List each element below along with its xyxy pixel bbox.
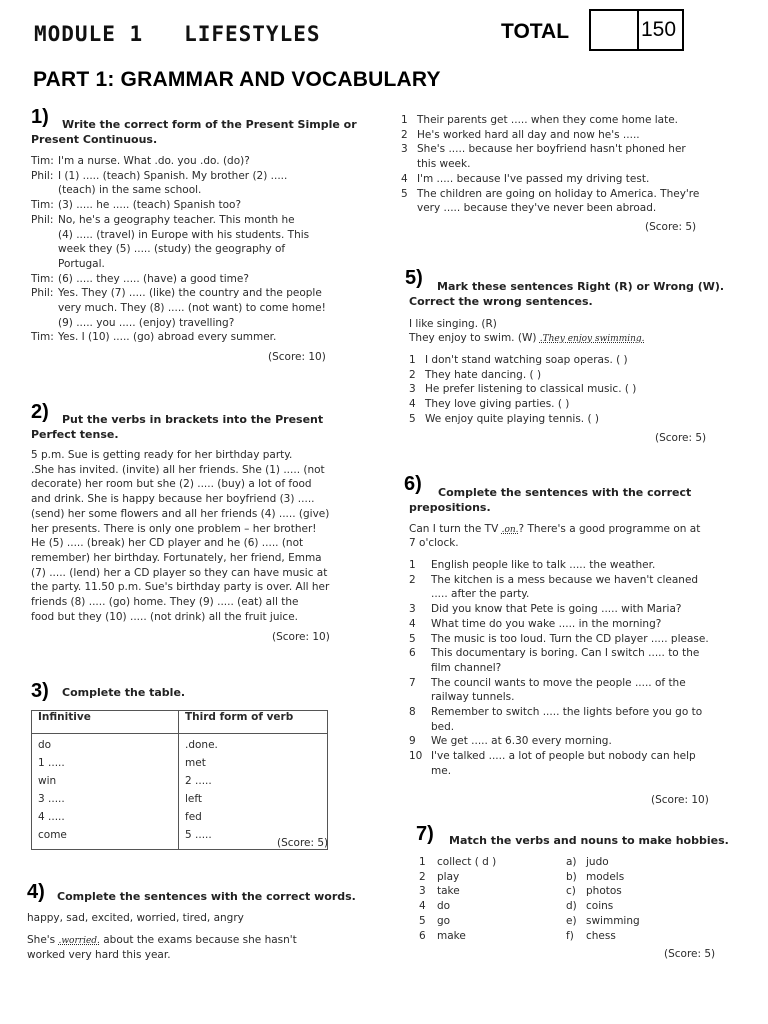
paragraph-line: (7) ..... (lend) her a CD player so they can have music at: [31, 566, 328, 579]
paragraph-line: He (5) ..... (break) her CD player and he (6) ..... (not: [31, 537, 304, 550]
item-number: 4: [409, 617, 416, 630]
section-4-word-list: happy, sad, excited, worried, tired, angry: [27, 912, 244, 924]
item-number: c): [566, 885, 576, 898]
infinitive-cell: do: [32, 734, 179, 757]
section-4-instruction: Complete the sentences with the correct words.: [57, 890, 356, 903]
paragraph-line: food but they (10) ..... (not drink) all the fruit juice.: [31, 610, 298, 623]
table-row: [32, 734, 328, 757]
verb-table: [31, 710, 328, 850]
item-number: 2: [409, 573, 416, 586]
item-number: 2: [409, 368, 416, 381]
item-number: 8: [409, 706, 416, 718]
list-item: this week.: [417, 158, 471, 171]
third-form-cell: left: [179, 792, 328, 810]
list-item: We get ..... at 6.30 every morning.: [431, 735, 612, 748]
dialogue-line: (6) ..... they ..... (have) a good time?: [58, 272, 249, 285]
list-item: Their parents get ..... when they come home late.: [417, 114, 679, 126]
section-2-score: (Score: 10): [272, 631, 330, 643]
third-form-cell: met: [179, 756, 328, 774]
list-item: What time do you wake ..... in the morning?: [431, 617, 662, 630]
total-label: TOTAL: [501, 20, 570, 43]
list-item: She's ..... because her boyfriend hasn't phoned her: [417, 143, 686, 156]
list-item: photos: [586, 885, 622, 898]
dialogue-line: Yes. I (10) ..... (go) abroad every summer.: [58, 331, 277, 344]
list-item: coins: [586, 900, 614, 913]
third-form-cell: fed: [179, 810, 328, 828]
list-item: They love giving parties. ( ): [425, 398, 570, 411]
section-2-instruction: Put the verbs in brackets into the Present: [62, 413, 324, 426]
list-item: swimming: [586, 914, 640, 927]
speaker: Tim:: [31, 155, 54, 167]
section-7-number: 7): [416, 823, 434, 845]
paragraph-line: friends (8) ..... (go) home. They (9) ..... (eat) all the: [31, 596, 299, 608]
speaker: Tim:: [31, 272, 54, 285]
item-number: 5: [409, 412, 416, 425]
list-item: The music is too loud. Turn the CD player ..... please.: [431, 632, 709, 645]
list-item: ..... after the party.: [431, 588, 530, 601]
handwritten-answer: .They enjoy swimming.: [539, 334, 645, 344]
item-number: f): [566, 929, 574, 942]
section-7-nouns: [566, 855, 706, 945]
list-item: judo: [586, 856, 609, 868]
third-form-cell: .done.: [179, 734, 328, 757]
section-7-instruction: Match the verbs and nouns to make hobbies.: [449, 834, 729, 847]
section-1-instruction-2: Present Continuous.: [31, 133, 158, 146]
item-number: 1: [401, 114, 408, 126]
table-row: [32, 756, 328, 774]
item-number: 7: [409, 676, 416, 689]
item-number: b): [566, 870, 577, 883]
section-3-instruction: Complete the table.: [62, 686, 186, 699]
speaker: Tim:: [31, 331, 54, 344]
list-item: English people like to talk ..... the weather.: [431, 559, 656, 571]
total-score: 150: [635, 9, 684, 51]
list-item: play: [437, 870, 460, 883]
infinitive-cell: 4 .....: [32, 810, 179, 828]
section-5-score: (Score: 5): [655, 432, 707, 444]
section-1-dialogue: [31, 154, 351, 354]
infinitive-cell: 1 .....: [32, 756, 179, 774]
dialogue-line: very much. They (8) ..... (not want) to come home!: [58, 302, 326, 314]
dialogue-line: I (1) ..... (teach) Spanish. My brother (2) .....: [58, 169, 288, 182]
list-item: railway tunnels.: [431, 691, 515, 704]
item-number: 3: [409, 383, 416, 396]
section-4-example: She's .worried. about the exams because she hasn't: [27, 934, 297, 946]
item-number: 5: [401, 187, 408, 200]
part-title: PART 1: GRAMMAR AND VOCABULARY: [33, 68, 441, 91]
paragraph-line: remember) her birthday. Fortunately, her friend, Emma: [31, 551, 322, 564]
section-2-number: 2): [31, 401, 49, 423]
item-number: 5: [409, 632, 416, 645]
section-5-number: 5): [405, 267, 423, 289]
handwritten-answer: .worried.: [58, 936, 100, 946]
paragraph-line: her presents. There is only one problem – her brother!: [31, 522, 317, 535]
third-form-cell: 2 .....: [179, 774, 328, 792]
section-6-instruction: Complete the sentences with the correct: [438, 486, 692, 499]
list-item: They hate dancing. ( ): [425, 368, 542, 381]
section-1-score: (Score: 10): [268, 351, 326, 363]
dialogue-line: (4) ..... (travel) in Europe with his students. This: [58, 228, 310, 241]
dialogue-line: week they (5) ..... (study) the geography of: [58, 243, 286, 256]
item-number: d): [566, 900, 577, 913]
list-item: Remember to switch ..... the lights before you go to: [431, 706, 703, 718]
speaker: Phil:: [31, 287, 54, 300]
list-item: I don't stand watching soap operas. ( ): [425, 354, 628, 366]
section-6-example: Can I turn the TV .on.? There's a good programme on at: [409, 523, 701, 535]
infinitive-cell: win: [32, 774, 179, 792]
item-number: 6: [409, 647, 416, 660]
item-number: 4: [409, 398, 416, 411]
list-item: I've talked ..... a lot of people but nobody can help: [431, 750, 696, 763]
paragraph-line: 5 p.m. Sue is getting ready for her birthday party.: [31, 449, 293, 461]
dialogue-line: No, he's a geography teacher. This month he: [58, 213, 295, 226]
item-number: 5: [419, 914, 426, 927]
total-empty-box: [589, 9, 639, 51]
dialogue-line: Yes. They (7) ..... (like) the country and the people: [58, 287, 322, 300]
section-1-instruction: Write the correct form of the Present Simple or: [62, 118, 357, 131]
list-item: take: [437, 885, 460, 898]
section-6-items: [409, 558, 729, 788]
section-1-number: 1): [31, 106, 49, 128]
list-item: collect ( d ): [437, 856, 497, 868]
module-title: MODULE 1 LIFESTYLES: [34, 22, 321, 46]
paragraph-line: (send) her some flowers and all her friends (4) ..... (give): [31, 507, 330, 520]
list-item: film channel?: [431, 661, 502, 674]
table-row: [32, 792, 328, 810]
section-5-example: I like singing. (R): [409, 318, 497, 330]
item-number: 4: [401, 172, 408, 185]
list-item: chess: [586, 929, 616, 942]
infinitive-cell: 3 .....: [32, 792, 179, 810]
list-item: models: [586, 870, 625, 883]
list-item: Did you know that Pete is going ..... with Maria?: [431, 603, 682, 616]
section-3-score: (Score: 5): [277, 837, 329, 849]
section-4-number: 4): [27, 881, 45, 903]
item-number: 9: [409, 735, 416, 748]
section-3-number: 3): [31, 680, 49, 702]
col-infinitive: Infinitive: [32, 711, 179, 734]
dialogue-line: I'm a nurse. What .do. you .do. (do)?: [58, 155, 250, 167]
section-2-instruction-2: Perfect tense.: [31, 428, 119, 441]
section-4-score: (Score: 5): [645, 221, 697, 233]
item-number: 1: [409, 559, 416, 571]
item-number: 2: [419, 870, 426, 883]
dialogue-line: (9) ..... you ..... (enjoy) travelling?: [58, 316, 235, 329]
section-6-score: (Score: 10): [651, 794, 709, 806]
section-6-instruction-2: prepositions.: [409, 501, 491, 514]
item-number: 2: [401, 128, 408, 141]
handwritten-answer: .on.: [501, 525, 519, 535]
list-item: He prefer listening to classical music. ( ): [425, 383, 637, 396]
speaker: Tim:: [31, 199, 54, 212]
section-4-example-2: worked very hard this year.: [27, 949, 171, 961]
list-item: This documentary is boring. Can I switch ..... to the: [431, 647, 700, 660]
list-item: very ..... because they've never been abroad.: [417, 202, 657, 215]
section-5-instruction-2: Correct the wrong sentences.: [409, 295, 593, 308]
section-7-score: (Score: 5): [664, 948, 716, 960]
paragraph-line: the party. 11.50 p.m. Sue's birthday party is over. All her: [31, 581, 330, 594]
section-4-items: [401, 113, 721, 223]
item-number: 3: [419, 885, 426, 898]
table-row: [32, 774, 328, 792]
item-number: 1: [409, 354, 416, 366]
item-number: 1: [419, 856, 426, 868]
dialogue-line: (3) ..... he ..... (teach) Spanish too?: [58, 199, 242, 212]
item-number: a): [566, 856, 577, 868]
item-number: e): [566, 914, 577, 927]
list-item: bed.: [431, 720, 455, 733]
section-5-items: [409, 353, 729, 433]
dialogue-line: Portugal.: [58, 257, 105, 270]
list-item: me.: [431, 764, 452, 777]
list-item: The kitchen is a mess because we haven't cleaned: [431, 573, 699, 586]
item-number: 4: [419, 900, 426, 913]
item-number: 10: [409, 750, 423, 763]
list-item: The council wants to move the people ..... of the: [431, 676, 686, 689]
speaker: Phil:: [31, 213, 54, 226]
speaker: Phil:: [31, 169, 54, 182]
list-item: do: [437, 900, 451, 913]
col-third-form: Third form of verb: [179, 711, 328, 734]
list-item: He's worked hard all day and now he's .....: [417, 128, 640, 141]
section-6-number: 6): [404, 473, 422, 495]
list-item: We enjoy quite playing tennis. ( ): [425, 412, 600, 425]
section-6-example-2: 7 o'clock.: [409, 537, 459, 549]
list-item: go: [437, 914, 451, 927]
table-row: [32, 810, 328, 828]
paragraph-line: decorate) her room but she (2) ..... (buy) a lot of food: [31, 478, 312, 491]
item-number: 3: [401, 143, 408, 156]
item-number: 6: [419, 929, 426, 942]
list-item: The children are going on holiday to America. They're: [417, 187, 700, 200]
section-5-example-2: They enjoy to swim. (W) .They enjoy swimming.: [409, 332, 645, 344]
section-5-instruction: Mark these sentences Right (R) or Wrong (W).: [437, 280, 725, 293]
section-7-verbs: [419, 855, 559, 945]
dialogue-line: (teach) in the same school.: [58, 184, 202, 197]
list-item: I'm ..... because I've passed my driving test.: [417, 172, 650, 185]
paragraph-line: .She has invited. (invite) all her friends. She (1) ..... (not: [31, 463, 325, 476]
third-form-cell: 5 .....: [179, 828, 328, 850]
item-number: 3: [409, 603, 416, 616]
list-item: make: [437, 929, 466, 942]
infinitive-cell: come: [32, 828, 179, 850]
section-2-text: [31, 448, 351, 628]
paragraph-line: and drink. She is happy because her boyfriend (3) .....: [31, 493, 315, 506]
